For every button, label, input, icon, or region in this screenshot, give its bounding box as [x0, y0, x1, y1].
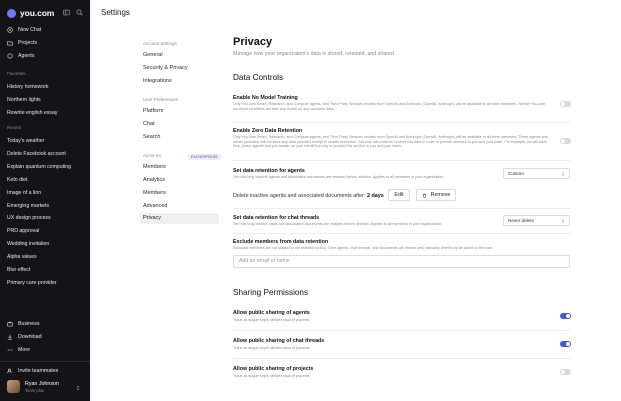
divider [233, 208, 570, 209]
download-icon [7, 334, 13, 340]
exclude-desc: Excluded members are not subject to the retention policy. Their agents, chat threads, and documents will remain until manually deleted by an admin or the user. [233, 246, 494, 250]
share-projects-title: Allow public sharing of projects [233, 366, 314, 372]
avatar [7, 380, 20, 393]
recent-item[interactable]: PRD approval [7, 228, 40, 234]
nav-item-search[interactable]: Search [143, 134, 161, 140]
favorites-heading: Favorites [7, 71, 26, 76]
page-subtitle: Manage how your organization's data is stored, retained, and shared. [233, 51, 396, 57]
nav-item-analytics[interactable]: Analytics [143, 177, 166, 183]
user-menu[interactable] [7, 380, 59, 393]
nav-item-platform[interactable]: Platform [143, 108, 164, 114]
recent-item[interactable]: Wedding invitation [7, 241, 50, 247]
no-training-desc: Only You.com Smart, Research, and Compute agents, and Third Party Services models from OpenAI and Anthropic (OpenAI, Anthropic) will be available to all team members. Neither You.com nor these providers will train any model on any customer data. [233, 102, 546, 111]
share-chats-desc: Tellus ac augue turpis ultricies risus et placerat. [233, 346, 311, 350]
recent-item[interactable]: Primary care provider [7, 280, 57, 286]
recent-item[interactable]: Explain quantum computing [7, 164, 72, 170]
agent-icon [7, 53, 13, 59]
chevron-updown-icon [561, 171, 565, 177]
exclude-members-input[interactable]: Add an email or name [233, 255, 570, 268]
enterprise-badge: ENTERPRISE [188, 154, 221, 160]
recent-heading: Recent [7, 125, 22, 130]
nav-item-members[interactable]: Members [143, 164, 166, 170]
chat-retention-value: Never delete [508, 218, 535, 223]
edit-label: Edit [394, 192, 404, 198]
data-controls-heading: Data Controls [233, 73, 284, 82]
nav-item-advanced[interactable]: Advanced [143, 203, 168, 209]
remove-button[interactable] [416, 189, 456, 201]
nav-item-members-2[interactable]: Members [143, 190, 166, 196]
sidebar-item-new-chat[interactable] [7, 25, 41, 34]
page-title: Privacy [233, 36, 273, 48]
zero-retention-desc: Only You.com Smart, Research, and Compute agents, and Third Party Services models from OpenAI and Anthropic (OpenAI, Anthropic) will be available to all team members. These agents and model providers will not store any data provided except in certain scenarios. You.com will continue to store this data in order to provide services to you and your team. For example, we will store files, chats, agents that you create, on your behalf but only to provide this service to you and your team. [233, 135, 548, 149]
sidebar-toggle-icon[interactable] [63, 9, 70, 16]
sidebar-item-label: Invite teammates [18, 367, 59, 374]
exclude-title: Exclude members from data retention [233, 239, 329, 245]
nav-item-general[interactable]: General [143, 52, 163, 58]
recent-item[interactable]: Emerging markets [7, 203, 50, 209]
nav-item-chat[interactable]: Chat [143, 121, 155, 127]
sidebar-item-agents[interactable] [7, 51, 35, 60]
share-agents-toggle[interactable] [560, 313, 571, 319]
delete-after-value: 2 days [366, 193, 384, 199]
chevron-updown-icon[interactable] [75, 385, 81, 391]
nav-item-integrations[interactable]: Integrations [143, 78, 172, 84]
trash-icon [422, 193, 427, 198]
search-icon[interactable] [76, 9, 83, 16]
no-training-title: Enable No Model Training [233, 95, 298, 101]
toggle-knob [566, 342, 570, 346]
share-chats-title: Allow public sharing of chat threads [233, 338, 325, 344]
chat-retention-select[interactable] [503, 215, 570, 226]
briefcase-icon [7, 321, 13, 327]
chat-retention-title: Set data retention for chat threads [233, 215, 320, 221]
toggle-knob [561, 102, 565, 106]
recent-item[interactable]: Today's weather [7, 138, 45, 144]
edit-button[interactable] [388, 189, 410, 201]
brand[interactable] [7, 8, 54, 18]
no-training-toggle[interactable] [560, 101, 571, 107]
delete-after-label: Delete inactive agents and associated documents after: [233, 193, 366, 199]
invite-teammates-button[interactable] [7, 366, 58, 375]
user-plan: Team plan [25, 387, 45, 393]
divider [233, 122, 570, 123]
divider [0, 361, 90, 362]
sidebar-item-label: Projects [18, 39, 38, 46]
share-chats-toggle[interactable] [560, 341, 571, 347]
add-user-icon [7, 368, 13, 374]
delete-after-line [233, 193, 384, 199]
sidebar-item-label: New Chat [18, 26, 42, 33]
nav-item-security-privacy[interactable]: Security & Privacy [143, 65, 188, 71]
recent-item[interactable]: Delete Facebook account [7, 151, 66, 157]
recent-item[interactable]: Blur effect [7, 267, 31, 273]
logo-icon [7, 9, 16, 18]
sidebar-item-more[interactable] [7, 345, 30, 354]
sharing-heading: Sharing Permissions [233, 288, 309, 297]
toggle-knob [561, 139, 565, 143]
divider [233, 233, 570, 234]
agent-retention-desc: Set how long inactive agents and associated documents are retained before deletion. Applies to all members in your organization. [233, 175, 445, 179]
share-projects-toggle[interactable] [560, 369, 571, 375]
toggle-knob [566, 314, 570, 318]
share-projects-desc: Tellus ac augue turpis ultricies risus et placerat. [233, 374, 311, 378]
nav-item-privacy[interactable]: Privacy [140, 213, 219, 224]
sidebar-item-label: Business [18, 320, 40, 327]
toggle-knob [561, 370, 565, 374]
recent-item[interactable]: UX design process [7, 215, 51, 221]
divider [233, 330, 570, 331]
chevron-updown-icon [561, 218, 565, 224]
favorite-item[interactable]: Northern lights [7, 97, 41, 103]
user-name: Ryan Johnson [25, 380, 59, 387]
remove-label: Remove [430, 192, 451, 198]
page-header-title: Settings [101, 8, 130, 17]
sidebar-item-label: Agents [18, 52, 35, 59]
nav-section-org: Acme Inc [143, 153, 162, 158]
recent-item[interactable]: Image of a lion [7, 190, 42, 196]
share-agents-desc: Tellus ac augue turpis ultricies risus et placerat. [233, 318, 311, 322]
recent-item[interactable]: Keto diet [7, 177, 28, 183]
favorite-item[interactable]: History homework [7, 84, 49, 90]
sidebar-item-projects[interactable] [7, 38, 37, 47]
agent-retention-select[interactable] [503, 168, 570, 179]
zero-retention-title: Enable Zero Data Retention [233, 128, 303, 134]
favorite-item[interactable]: Rewrite english essay [7, 110, 58, 116]
recent-item[interactable]: Alpha values [7, 254, 37, 260]
sidebar-item-download[interactable] [7, 332, 42, 341]
brand-name: you.com [20, 8, 55, 18]
agent-retention-title: Set data retention for agents [233, 168, 305, 174]
share-agents-title: Allow public sharing of agents [233, 310, 310, 316]
agent-retention-value: Custom [508, 171, 524, 176]
plus-circle-icon [7, 27, 13, 33]
divider [233, 160, 570, 161]
sidebar-item-business[interactable] [7, 319, 40, 328]
sidebar-item-label: More [18, 346, 31, 353]
folder-icon [7, 40, 13, 46]
more-icon [7, 347, 13, 353]
sidebar-item-label: Download [18, 333, 42, 340]
zero-retention-toggle[interactable] [560, 138, 571, 144]
chat-retention-desc: Set how long inactive chats and associated documents are retained before deletion. Applies to all members in your organization. [233, 222, 443, 226]
nav-section-account: Account Settings [143, 41, 177, 46]
nav-section-user: User Preferences [143, 97, 179, 102]
divider [233, 358, 570, 359]
sidebar [0, 0, 90, 401]
